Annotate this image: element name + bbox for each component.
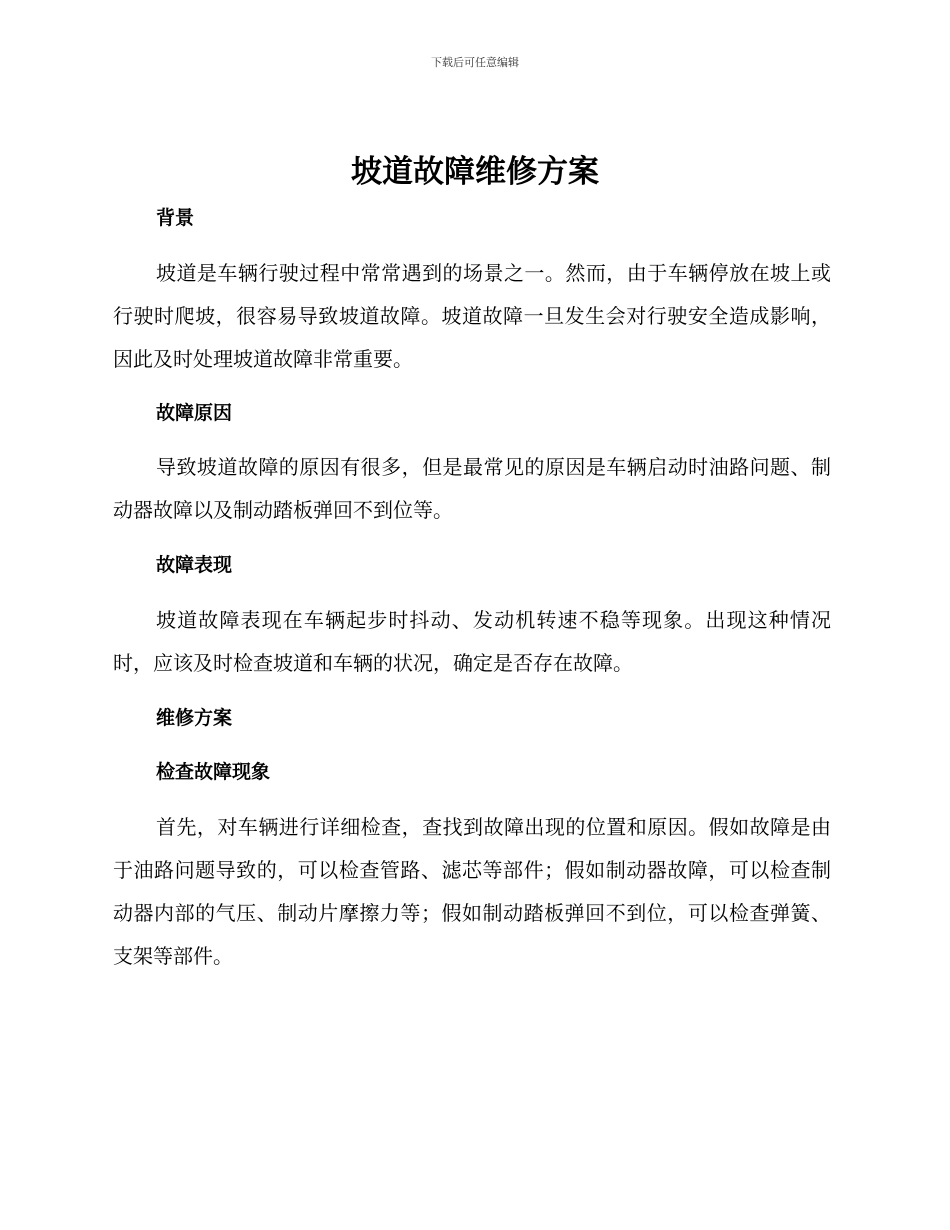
section-heading-background: 背景	[156, 207, 195, 229]
paragraph-cause: 导致坡道故障的原因有很多，但是最常见的原因是车辆启动时油路问题、制动器故障以及制动踏板弹回不到位等。	[113, 455, 831, 522]
subsection-heading-check: 检查故障现象	[156, 761, 271, 783]
paragraph-background: 坡道是车辆行驶过程中常常遇到的场景之一。然而，由于车辆停放在坡上或行驶时爬坡，很容易导致坡道故障。坡道故障一旦发生会对行驶安全造成影响，因此及时处理坡道故障非常重要。	[113, 261, 831, 371]
section-heading-repair-plan: 维修方案	[156, 707, 233, 729]
section-heading-cause: 故障原因	[156, 402, 233, 424]
page-title: 坡道故障维修方案	[351, 154, 599, 190]
paragraph-symptom: 坡道故障表现在车辆起步时抖动、发动机转速不稳等现象。出现这种情况时，应该及时检查坡道和车辆的状况，确定是否存在故障。	[113, 608, 831, 675]
paragraph-check: 首先，对车辆进行详细检查，查找到故障出现的位置和原因。假如故障是由于油路问题导致的，可以检查管路、滤芯等部件；假如制动器故障，可以检查制动器内部的气压、制动片摩擦力等；假如制动踏板弹回不到位，可以检查弹簧、支架等部件。	[113, 815, 831, 968]
header-note: 下载后可任意编辑	[431, 56, 519, 69]
section-heading-symptom: 故障表现	[156, 554, 233, 576]
